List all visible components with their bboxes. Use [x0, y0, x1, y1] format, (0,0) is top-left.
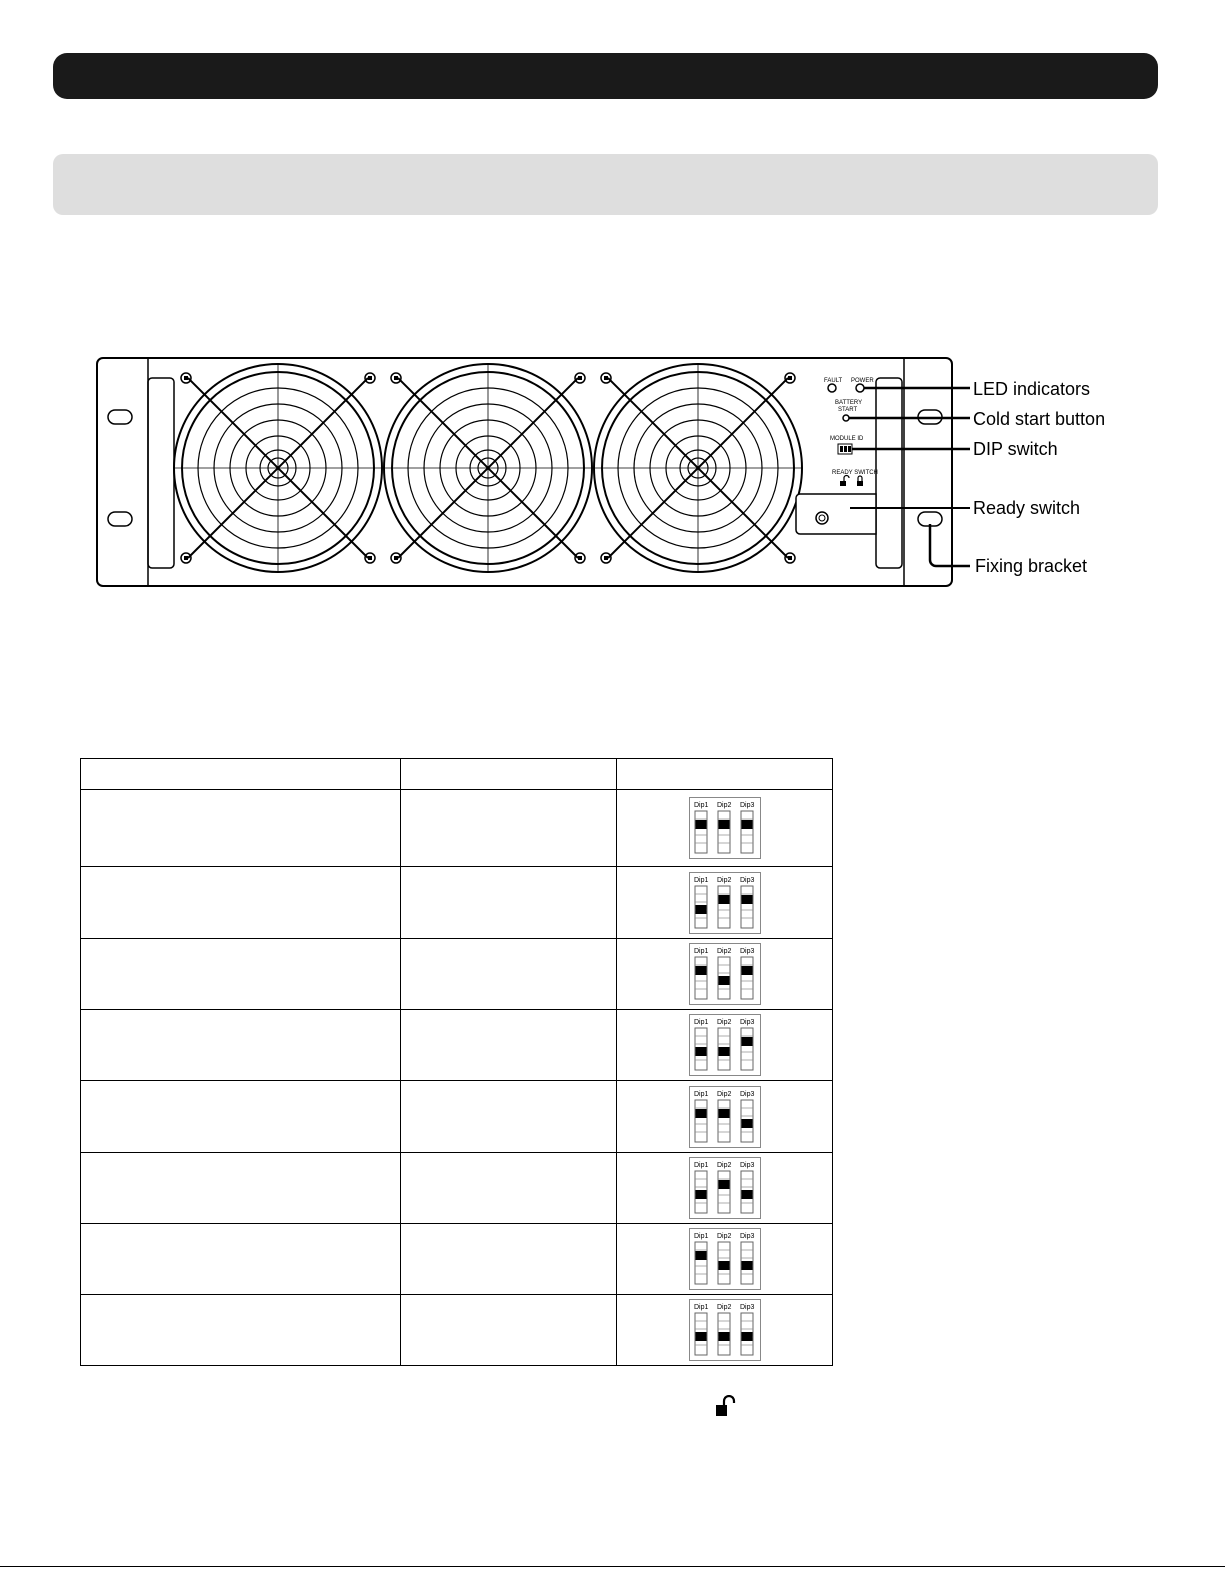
dip-label: Dip2	[716, 1090, 731, 1098]
dip-switch-cell	[617, 939, 833, 1010]
table-cell	[401, 1295, 617, 1366]
dip-switch-knob-up	[741, 1037, 752, 1046]
dip-label: Dip3	[739, 1233, 754, 1240]
table-cell	[401, 1010, 617, 1081]
dip-label: Dip2	[716, 1233, 731, 1240]
power-led-label: POWER	[851, 378, 874, 384]
dip-switch-knob-down	[695, 1047, 706, 1056]
dip-switch-knob-up	[741, 820, 752, 829]
led-indicators-callout: LED indicators	[973, 379, 1091, 399]
dip-switch-diagram	[689, 797, 761, 859]
dip-label: Dip1	[693, 876, 708, 884]
dip-switch-cell	[617, 1010, 833, 1081]
table-row	[81, 939, 833, 1010]
dip-switch-slot	[695, 1100, 707, 1142]
dip-switch-knob-down	[718, 1047, 729, 1056]
dip-switch-slot	[718, 1171, 730, 1213]
dip-switch-diagram	[689, 1157, 761, 1219]
battery-label: BATTERY	[835, 400, 863, 406]
dip-switch-slot	[741, 1028, 753, 1070]
dip-switch-knob-down	[695, 905, 706, 914]
table-row	[81, 1081, 833, 1153]
dip-switch-knob-down	[695, 1332, 706, 1341]
dip-switch-knob-up	[695, 966, 706, 975]
dip-switch-slot	[695, 1242, 707, 1284]
dip-switch-knob-down	[741, 1261, 752, 1270]
ready-switch-callout: Ready switch	[973, 498, 1081, 518]
dip-switch-table	[80, 758, 833, 1366]
dip-label: Dip1	[693, 1019, 708, 1026]
dip-switch-cell	[617, 790, 833, 867]
dip-switch-cell	[617, 867, 833, 939]
dip-switch-slot	[741, 811, 753, 853]
dip-switch-knob-up	[695, 1109, 706, 1118]
dip-label: Dip1	[693, 1090, 708, 1098]
dip-switch-knob-up	[741, 895, 752, 904]
dip-switch-knob-down	[741, 1332, 752, 1341]
dip-switch-slot	[718, 811, 730, 853]
dip-label: Dip1	[693, 802, 708, 809]
dip-switch-cell	[617, 1295, 833, 1366]
fixing-bracket-callout: Fixing bracket	[975, 556, 1088, 576]
page-footer-rule	[0, 1566, 1225, 1567]
dip-label: Dip2	[716, 948, 731, 955]
fan-grille-1	[174, 364, 382, 572]
dip-label: Dip3	[739, 802, 754, 809]
dip-switch-slot	[741, 886, 753, 928]
table-header-cell-2	[401, 759, 617, 790]
dip-switch-knob-up	[741, 966, 752, 975]
table-cell	[81, 1295, 401, 1366]
dip-switch-cell	[617, 1224, 833, 1295]
dip-label: Dip2	[716, 1304, 731, 1311]
fan-grille-2	[384, 364, 592, 572]
table-row	[81, 1010, 833, 1081]
dip-label: Dip1	[693, 1233, 708, 1240]
table-cell	[401, 1224, 617, 1295]
dip-switch-diagram	[689, 1228, 761, 1290]
dip-switch-knob-down	[695, 1190, 706, 1199]
table-cell	[81, 1224, 401, 1295]
table-row	[81, 790, 833, 867]
dip-switch-knob-up	[695, 1251, 706, 1260]
table-cell	[81, 867, 401, 939]
dip-switch-slot	[718, 886, 730, 928]
dip-switch-knob-up	[718, 895, 729, 904]
dip-switch-slot	[695, 811, 707, 853]
table-header-cell-3	[617, 759, 833, 790]
table-row	[81, 867, 833, 939]
dip-label: Dip3	[739, 876, 754, 884]
dip-label: Dip3	[739, 948, 754, 955]
table-cell	[81, 790, 401, 867]
dip-switch-diagram	[689, 872, 761, 934]
dip-switch-knob-down	[741, 1119, 752, 1128]
table-cell	[401, 1081, 617, 1153]
dip-label: Dip1	[693, 948, 708, 955]
dip-switch-slot	[741, 957, 753, 999]
ready-switch-label: READY SWITCH	[832, 470, 878, 476]
table-cell	[401, 790, 617, 867]
table-cell	[401, 939, 617, 1010]
table-row	[81, 1224, 833, 1295]
dip-switch-knob-up	[718, 1180, 729, 1189]
dip-switch-slot	[695, 957, 707, 999]
table-cell	[81, 1010, 401, 1081]
dip-switch-diagram	[689, 943, 761, 1005]
dip-switch-diagram	[689, 1299, 761, 1361]
dip-switch-knob-up	[718, 820, 729, 829]
dip-label: Dip2	[716, 876, 731, 884]
dip-label: Dip3	[739, 1019, 754, 1026]
dip-label: Dip3	[739, 1090, 754, 1098]
dip-switch-knob-up	[695, 820, 706, 829]
start-label: START	[838, 407, 858, 413]
module-front-panel-diagram	[0, 0, 1225, 620]
table-cell	[401, 867, 617, 939]
table-cell	[81, 939, 401, 1010]
table-header-row	[81, 759, 833, 790]
dip-label: Dip1	[693, 1304, 708, 1311]
dip-switch-diagram	[689, 1086, 761, 1148]
cold-start-button-callout: Cold start button	[973, 409, 1106, 429]
fault-led-label: FAULT	[824, 378, 843, 384]
table-header-cell-1	[81, 759, 401, 790]
dip-switch-cell	[617, 1081, 833, 1153]
table-cell	[81, 1153, 401, 1224]
dip-label: Dip3	[739, 1304, 754, 1311]
module-id-label: MODULE ID	[830, 436, 864, 442]
dip-switch-slot	[718, 1100, 730, 1142]
dip-switch-knob-down	[741, 1190, 752, 1199]
dip-switch-knob-down	[718, 1261, 729, 1270]
dip-switch-knob-down	[718, 976, 729, 985]
dip-label: Dip2	[716, 1019, 731, 1026]
dip-label: Dip2	[716, 802, 731, 809]
dip-switch-knob-up	[718, 1109, 729, 1118]
dip-switch-knob-down	[718, 1332, 729, 1341]
table-cell	[401, 1153, 617, 1224]
dip-switch-cell	[617, 1153, 833, 1224]
dip-switch-callout: DIP switch	[973, 439, 1058, 459]
dip-switch-diagram	[689, 1014, 761, 1076]
table-cell	[81, 1081, 401, 1153]
unlocked-padlock-icon	[714, 1395, 742, 1421]
dip-label: Dip2	[716, 1162, 731, 1169]
table-row	[81, 1295, 833, 1366]
dip-label: Dip3	[739, 1162, 754, 1169]
table-row	[81, 1153, 833, 1224]
dip-label: Dip1	[693, 1162, 708, 1169]
fan-grille-3	[594, 364, 802, 572]
